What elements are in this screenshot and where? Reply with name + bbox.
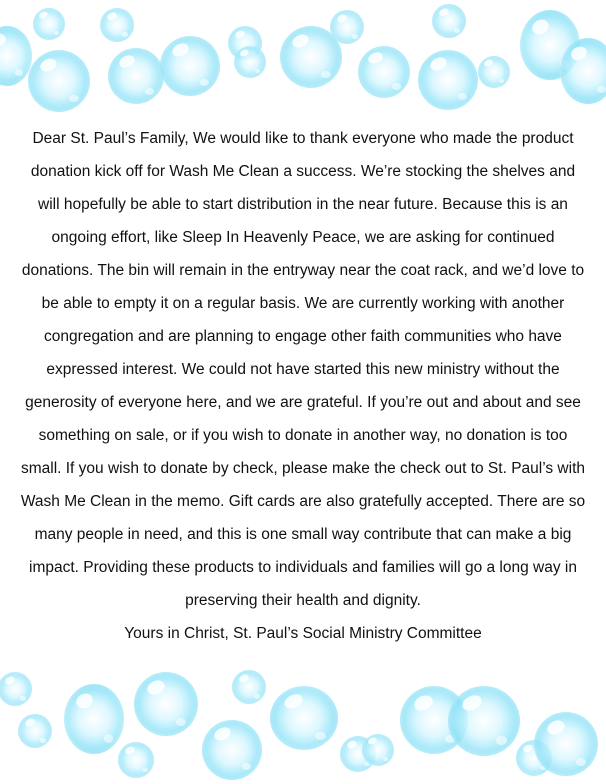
bubble-icon [534, 712, 598, 776]
bubble-icon [330, 10, 364, 44]
bubble-icon [270, 686, 338, 750]
bubble-icon [100, 8, 134, 42]
bubble-icon [118, 742, 154, 778]
bubble-icon [418, 50, 478, 110]
bubble-icon [0, 672, 32, 706]
bubble-icon [108, 48, 164, 104]
bubble-icon [28, 50, 90, 112]
bubble-icon [134, 672, 198, 736]
bubble-icon [560, 38, 606, 104]
bubble-icon [358, 46, 410, 98]
letter-body: Dear St. Paul’s Family, We would like to thank everyone who made the product donation kick off for Wash Me Clean a success. We’re stocking the shelves and will hopefully be able to start distribution in the near future. Because this is an ongoing effort, like Sleep In Heavenly Peace, we are asking for continued donations. The bin will remain in the entryway near the coat rack, and we’d love to be able to empty it on a regular basis. We are currently working with another congregation and are planning to engage other faith communities who have expressed interest. We could not have started this new ministry without the generosity of everyone here, and we are grateful. If you’re out and about and see something on sale, or if you wish to donate in another way, no donation is too small. If you wish to donate by check, please make the check out to St. Paul’s with Wash Me Clean in the memo. Gift cards are also gratefully accepted. There are so many people in need, and this is one small way contribute that can make a big impact. Providing these products to individuals and families will go a long way in preserving their health and dignity. [20, 130, 586, 609]
letter-closing: Yours in Christ, St. Paul’s Social Ministry Committee [124, 625, 482, 642]
bubble-icon [362, 734, 394, 766]
bubble-icon [64, 684, 124, 754]
bubble-icon [448, 686, 520, 756]
bubble-icon [234, 46, 266, 78]
bubble-icon [478, 56, 510, 88]
bubble-icon [432, 4, 466, 38]
bubble-icon [160, 36, 220, 96]
bubble-icon [33, 8, 65, 40]
bottom-bubble-border [0, 664, 606, 784]
letter [20, 122, 586, 650]
bubble-icon [232, 670, 266, 704]
top-bubble-border [0, 0, 606, 120]
bubble-icon [18, 714, 52, 748]
bubble-icon [202, 720, 262, 780]
